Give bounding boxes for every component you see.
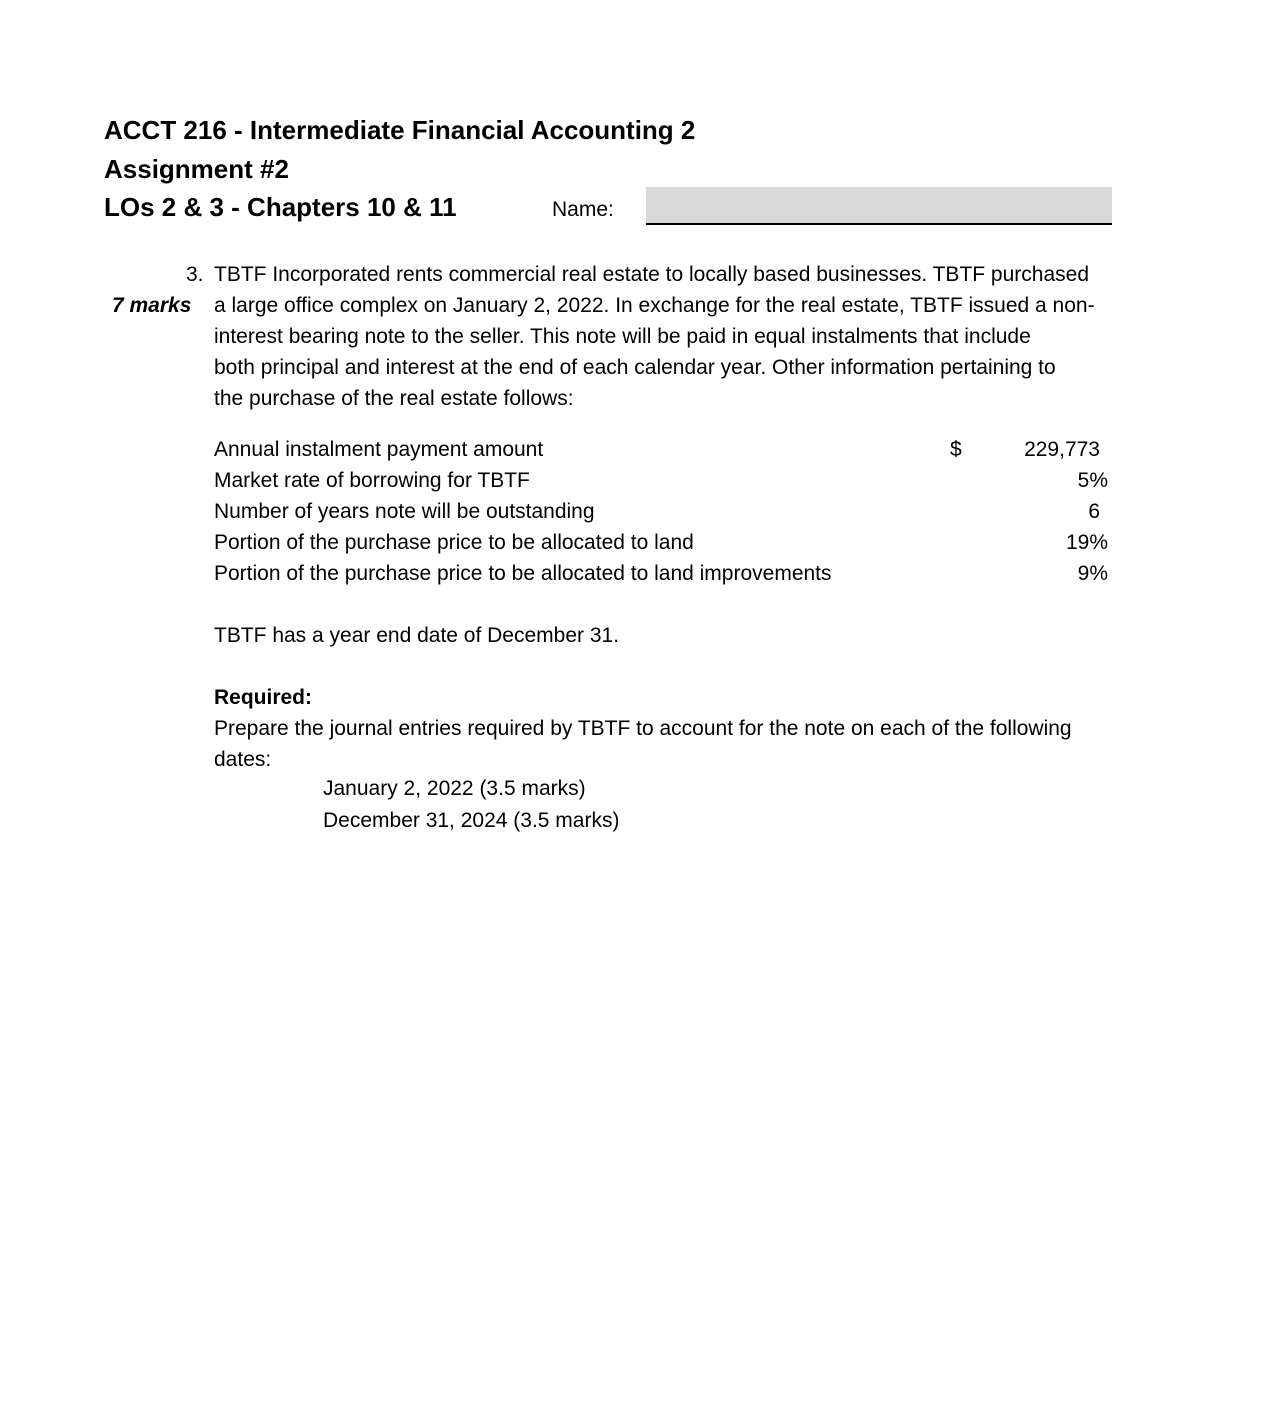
data-value: 9% bbox=[1077, 562, 1108, 585]
question-number: 3. bbox=[186, 263, 204, 286]
question-line: both principal and interest at the end of each calendar year. Other information pertaining to bbox=[214, 356, 1056, 379]
question-line: a large office complex on January 2, 2022. In exchange for the real estate, TBTF issued a non- bbox=[214, 294, 1095, 317]
required-heading: Required: bbox=[214, 686, 313, 709]
question-paragraph bbox=[214, 259, 1114, 414]
data-label: Annual instalment payment amount bbox=[214, 438, 544, 461]
data-row-land bbox=[214, 527, 1114, 558]
date-item: December 31, 2024 (3.5 marks) bbox=[323, 809, 620, 832]
year-end-text: TBTF has a year end date of December 31. bbox=[214, 624, 620, 647]
data-value: 19% bbox=[1065, 531, 1108, 554]
data-row-market-rate bbox=[214, 465, 1114, 496]
question-line: the purchase of the real estate follows: bbox=[214, 387, 574, 410]
data-label: Portion of the purchase price to be allocated to land improvements bbox=[214, 562, 832, 585]
data-label: Number of years note will be outstanding bbox=[214, 500, 595, 523]
course-title: ACCT 216 - Intermediate Financial Accounting 2 bbox=[104, 115, 696, 145]
los-title: LOs 2 & 3 - Chapters 10 & 11 bbox=[104, 192, 457, 222]
data-value: 5% bbox=[1077, 469, 1108, 492]
marks-label: 7 marks bbox=[112, 294, 192, 317]
required-text bbox=[214, 713, 1072, 775]
question-line: TBTF Incorporated rents commercial real estate to locally based businesses. TBTF purchased bbox=[214, 263, 1089, 286]
name-field[interactable] bbox=[646, 187, 1112, 225]
data-value: 229,773 bbox=[1024, 438, 1100, 461]
data-row-instalment bbox=[214, 434, 1114, 465]
data-value: 6 bbox=[1088, 500, 1100, 523]
question-line: interest bearing note to the seller. This note will be paid in equal instalments that include bbox=[214, 325, 1031, 348]
date-item: January 2, 2022 (3.5 marks) bbox=[323, 777, 586, 800]
name-label: Name: bbox=[552, 198, 614, 221]
data-label: Market rate of borrowing for TBTF bbox=[214, 469, 530, 492]
data-label: Portion of the purchase price to be allocated to land bbox=[214, 531, 694, 554]
required-line: Prepare the journal entries required by TBTF to account for the note on each of the following bbox=[214, 717, 1072, 740]
currency-symbol: $ bbox=[950, 438, 962, 461]
required-line: dates: bbox=[214, 748, 272, 771]
data-row-land-improvements bbox=[214, 558, 1114, 589]
assignment-title: Assignment #2 bbox=[104, 154, 289, 184]
data-row-years bbox=[214, 496, 1114, 527]
